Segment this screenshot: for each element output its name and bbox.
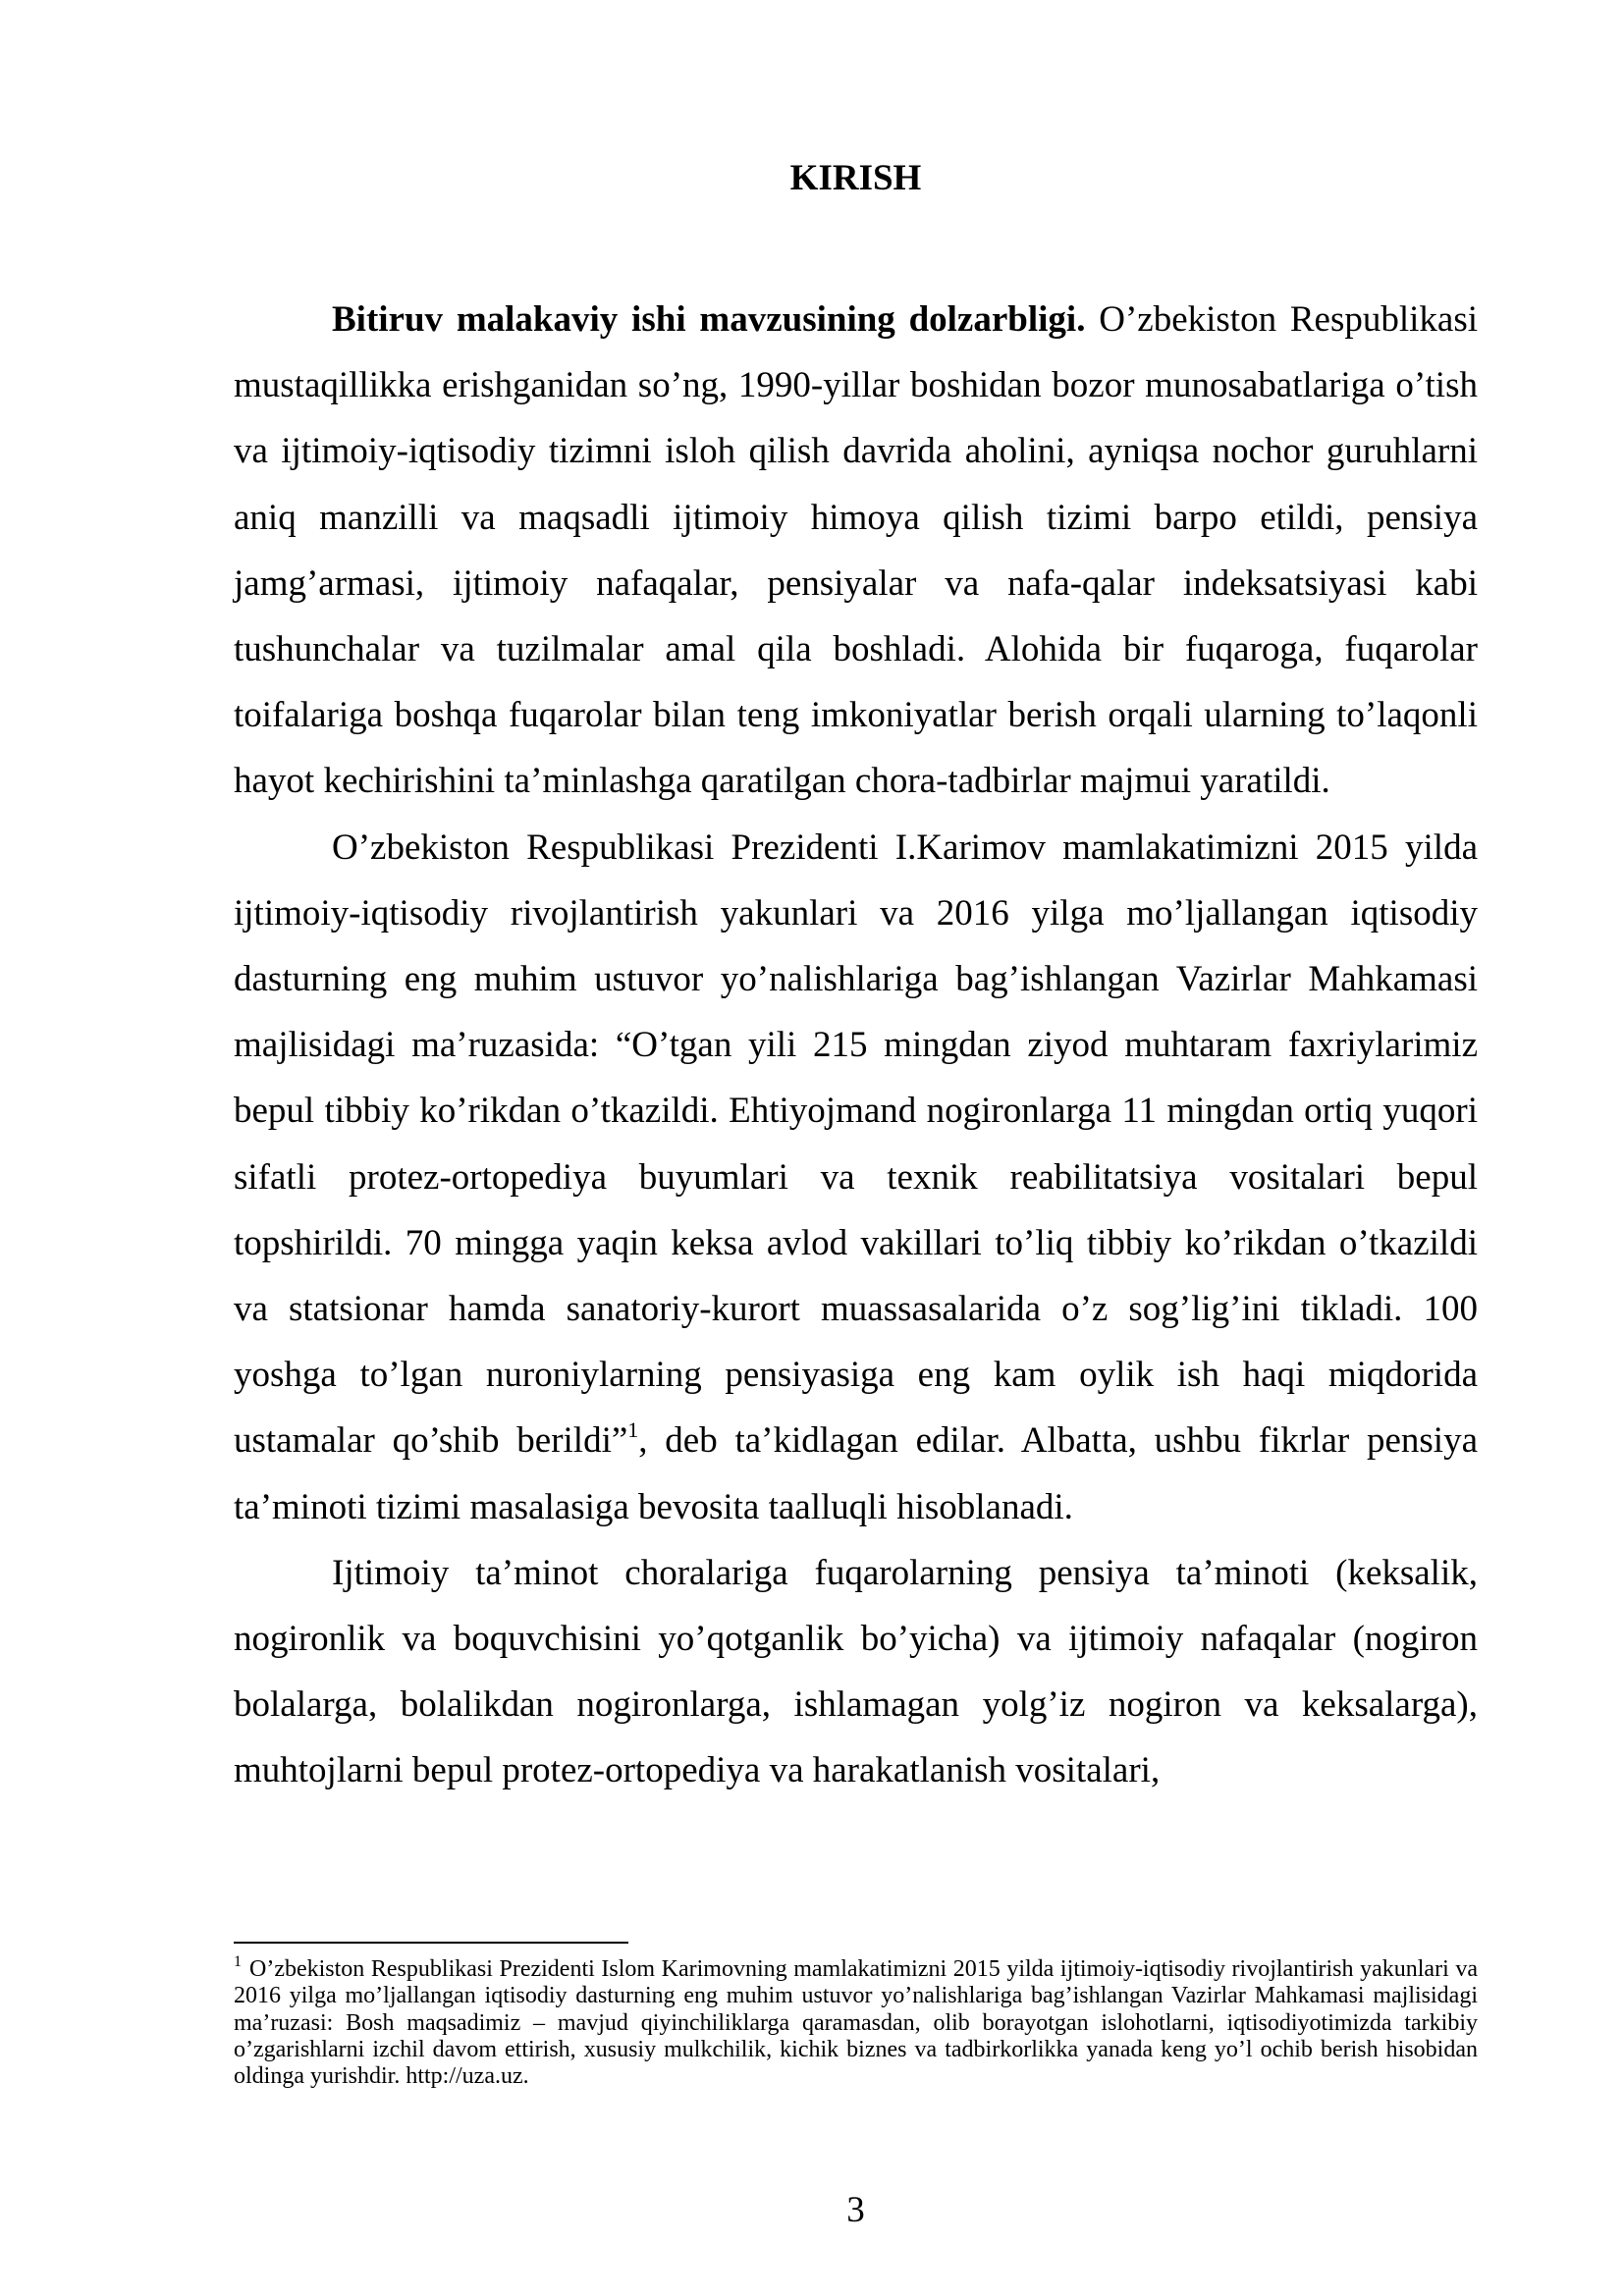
paragraph-2 — [234, 815, 1478, 1540]
footnote-number: 1 — [234, 1953, 242, 1970]
page-number: 3 — [846, 2190, 865, 2230]
footnote — [234, 1953, 1478, 2090]
footnote-text: O’zbekiston Respublikasi Prezidenti Islom Karimovning mamlakatimizni 2015 yilda ijtimoiy-iqtisodiy rivojlantirish yakunlari va 2016 yilga mo’ljallangan iqtisodiy dasturning eng muhim ustuvor yo’nalishlariga bag’ishlangan Vazirlar Mahkamasi majlisidagi ma’ruzasi: Bosh maqsadimiz – mavjud qiyinchiliklarga qaramasdan, olib borayotgan islohotlarni, iqtisodiyotimizda tarkibiy o’zgarishlarni izchil davom ettirish, xususiy mulkchilik, kichik biznes va tadbirkorlikka yanada keng yo’l ochib berish hisobidan oldinga yurishdir. http://uza.uz. — [234, 1956, 1478, 2090]
paragraph-text: O’zbekiston Respublikasi mustaqillikka erishganidan so’ng, 1990-yillar boshidan bozor munosabatlariga o’tish va ijtimoiy-iqtisodiy tizimni isloh qilish davrida aholini, ayniqsa nochor guruhlarni aniq manzilli va maqsadli ijtimoiy himoya qilish tizimi barpo etildi, pensiya jamg’armasi, ijtimoiy nafaqalar, pensiyalar va nafa-qalar indeksatsiyasi kabi tushunchalar va tuzilmalar amal qila boshladi. Alohida bir fuqaroga, fuqarolar toifalariga boshqa fuqarolar bilan teng imkoniyatlar berish orqali ularning to’laqonli hayot kechirishini ta’minlashga qaratilgan chora-tadbirlar majmui yaratildi. — [234, 299, 1479, 802]
paragraph-text: O’zbekiston Respublikasi Prezidenti I.Karimov mamlakatimizni 2015 yilda ijtimoiy-iqtisodiy rivojlantirish yakunlari va 2016 yilga mo’ljallangan iqtisodiy dasturning eng muhim ustuvor yo’nalishlariga bag’ishlangan Vazirlar Mahkamasi majlisidagi ma’ruzasida: “O’tgan yili 215 mingdan ziyod muhtaram faxriylarimiz bepul tibbiy ko’rikdan o’tkazildi. Ehtiyojmand nogironlarga 11 mingdan ortiq yuqori sifatli protez-ortopediya buyumlari va texnik reabilitatsiya vositalari bepul topshirildi. 70 mingga yaqin keksa avlod vakillari to’liq tibbiy ko’rikdan o’tkazildi va statsionar hamda sanatoriy-kurort muassasalarida o’z sog’lig’ini tikladi. 100 yoshga to’lgan nuroniylarning pensiyasiga eng kam oylik ish haqi miqdorida ustamalar qo’shib berildi” — [234, 827, 1478, 1462]
body-text — [234, 287, 1478, 1804]
footnote-reference: 1 — [627, 1417, 639, 1443]
footnote-separator — [234, 1942, 628, 1944]
paragraph-1 — [234, 287, 1478, 815]
paragraph-text: Ijtimoiy ta’minot choralariga fuqarolarning pensiya ta’minoti (keksalik, nogironlik va boquvchisini yo’qotganlik bo’yicha) va ijtimoiy nafaqalar (nogiron bolalarga, bolalikdan nogironlarga, ishlamagan yolg’iz nogiron va keksalarga), muhtojlarni bepul protez-ortopediya va harakatlanish vositalari, — [234, 1552, 1478, 1791]
page-title: KIRISH — [789, 158, 922, 198]
paragraph-3 — [234, 1540, 1478, 1804]
paragraph-lead: Bitiruv malakaviy ishi mavzusining dolzarbligi. — [332, 299, 1086, 340]
paragraph-text-continued: , deb ta’kidlagan edilar. Albatta, ushbu fikrlar pensiya ta’minoti tizimi masalasiga bevosita taalluqli hisoblanadi. — [234, 1420, 1478, 1527]
document-page — [234, 0, 1478, 2296]
